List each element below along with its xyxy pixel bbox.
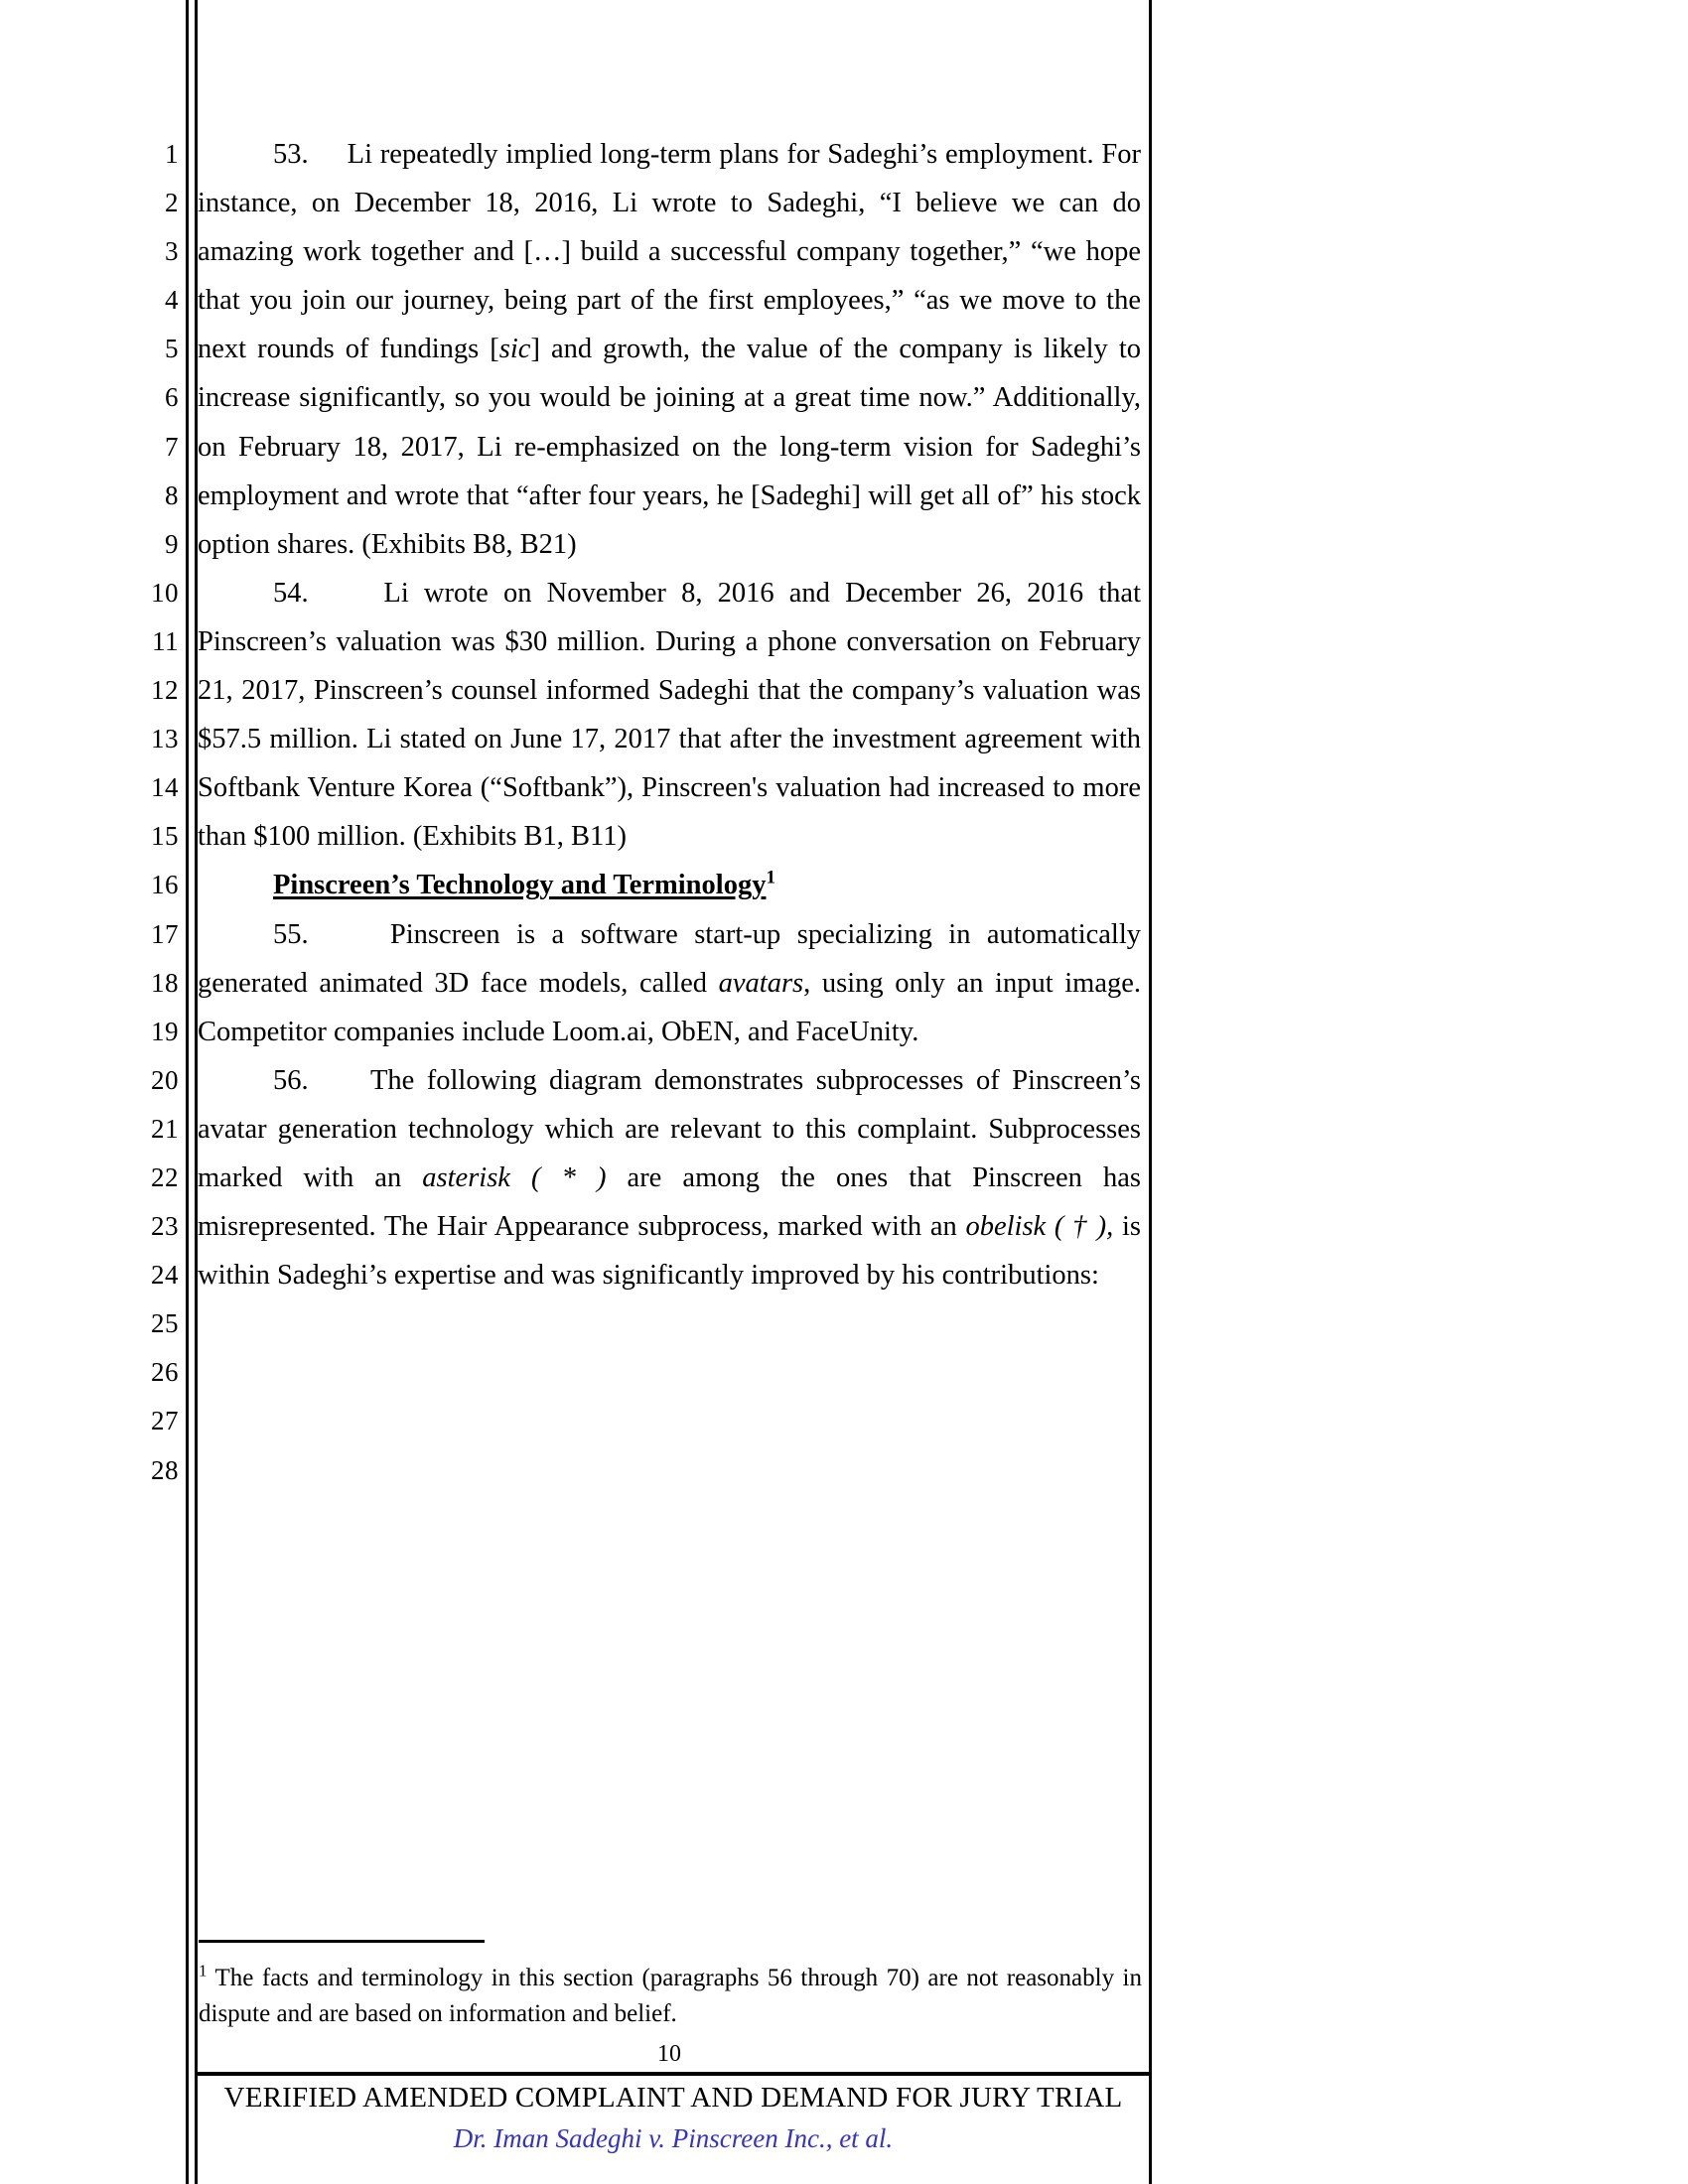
line-number: 27 bbox=[151, 1406, 179, 1436]
line-number: 23 bbox=[151, 1211, 179, 1242]
line-number: 9 bbox=[165, 528, 179, 559]
paragraph-54 bbox=[198, 569, 1141, 862]
line-number: 28 bbox=[151, 1454, 179, 1485]
line-number: 21 bbox=[151, 1113, 179, 1144]
footnote-1 bbox=[199, 1961, 1142, 2032]
paragraph-56-italic-asterisk: asterisk ( * ) bbox=[422, 1161, 607, 1193]
footer-separator-rule bbox=[198, 2072, 1149, 2076]
line-number: 7 bbox=[165, 431, 179, 462]
paragraph-56-number: 56. bbox=[273, 1064, 309, 1096]
paragraph-53-text-1: Li repeatedly implied long-term plans for Sadeghi’s employment. For instance, on December 18, 2016, Li wrote to Sadeghi, “I believe we can do amazing work together and […] build a successful company together,” “we hope that you join our journey, being part of the first employees,” “as we move to the next rounds of fundings [ bbox=[198, 139, 1142, 365]
line-number: 19 bbox=[151, 1016, 179, 1046]
line-number: 16 bbox=[151, 870, 179, 900]
paragraph-54-number: 54. bbox=[273, 577, 309, 609]
section-heading-footnote-marker: 1 bbox=[766, 867, 775, 888]
section-heading-text: Pinscreen’s Technology and Terminology bbox=[273, 870, 767, 901]
line-number: 6 bbox=[165, 382, 179, 413]
paragraph-53-italic-sic: sic bbox=[498, 334, 531, 365]
paragraph-55 bbox=[198, 910, 1141, 1056]
line-number: 8 bbox=[165, 479, 179, 510]
line-number: 25 bbox=[151, 1308, 179, 1339]
paragraph-55-text-1: Pinscreen is a software start-up specializing in automatically generated animated 3D face models, called bbox=[198, 918, 1142, 999]
line-number: 14 bbox=[151, 772, 179, 803]
paragraph-54-text: Li wrote on November 8, 2016 and December 26, 2016 that Pinscreen’s valuation was $30 million. During a phone conversation on February 21, 2017, Pinscreen’s counsel informed Sadeghi that the company’s valuation was $57.5 million. Li stated on June 17, 2017 that after the investment agreement with Softbank Venture Korea (“Softbank”), Pinscreen's valuation had increased to more than $100 million. (Exhibits B1, B11) bbox=[198, 577, 1141, 853]
page-number: 10 bbox=[657, 2041, 681, 2067]
paragraph-53 bbox=[198, 130, 1141, 569]
line-number: 2 bbox=[165, 188, 179, 218]
paragraph-56-italic-obelisk: obelisk ( † ), bbox=[965, 1211, 1114, 1243]
paragraph-56-text-2: are among the ones that Pinscreen has misrepresented. The Hair Appearance subprocess, marked with an bbox=[198, 1161, 1142, 1243]
line-number: 24 bbox=[151, 1260, 179, 1291]
line-number-gutter bbox=[117, 130, 179, 1495]
line-number: 26 bbox=[151, 1357, 179, 1388]
paragraph-55-number: 55. bbox=[273, 918, 309, 950]
document-body bbox=[198, 130, 1141, 1299]
line-number: 1 bbox=[165, 139, 179, 169]
line-number: 15 bbox=[151, 821, 179, 852]
paragraph-56-text-3: is within Sadeghi’s expertise and was significantly improved by his contributions: bbox=[198, 1211, 1141, 1292]
paragraph-56 bbox=[198, 1056, 1141, 1299]
footnote-separator-rule bbox=[199, 1940, 485, 1943]
pleading-right-rule bbox=[1149, 0, 1152, 2184]
paragraph-53-number: 53. bbox=[273, 139, 309, 170]
line-number: 4 bbox=[165, 285, 179, 316]
footnote-text: The facts and terminology in this section (paragraphs 56 through 70) are not reasonably in dispute and are based on information and belief. bbox=[199, 1965, 1142, 2027]
line-number: 22 bbox=[151, 1161, 179, 1192]
line-number: 17 bbox=[151, 918, 179, 949]
line-number: 5 bbox=[165, 334, 179, 364]
pleading-left-outer-rule bbox=[186, 0, 189, 2184]
line-number: 13 bbox=[151, 724, 179, 754]
line-number: 11 bbox=[152, 625, 179, 656]
footnote-marker: 1 bbox=[199, 1961, 208, 1980]
paragraph-53-text-2: ] and growth, the value of the company is likely to increase significantly, so you would be joining at a great time now.” Additionally, on February 18, 2017, Li re-emphasized on the long-term vision for Sadeghi’s employment and wrote that “after four years, he [Sadeghi] will get all of” his stock option shares. (Exhibits B8, B21) bbox=[198, 334, 1141, 560]
footer-document-title: VERIFIED AMENDED COMPLAINT AND DEMAND FOR JURY TRIAL bbox=[223, 2082, 1123, 2114]
paragraph-55-text-2: , using only an input image. Competitor companies include Loom.ai, ObEN, and FaceUnity. bbox=[198, 967, 1141, 1047]
line-number: 12 bbox=[151, 675, 179, 706]
paragraph-55-italic-avatars: avatars bbox=[718, 967, 804, 999]
line-number: 20 bbox=[151, 1064, 179, 1095]
footer-case-caption: Dr. Iman Sadeghi v. Pinscreen Inc., et al. bbox=[453, 2123, 894, 2153]
line-number: 10 bbox=[151, 577, 179, 608]
paragraph-56-text-1: The following diagram demonstrates subprocesses of Pinscreen’s avatar generation technology which are relevant to this complaint. Subprocesses marked with an bbox=[198, 1064, 1142, 1193]
section-heading bbox=[198, 861, 1141, 909]
line-number: 3 bbox=[165, 236, 179, 267]
line-number: 18 bbox=[151, 967, 179, 998]
